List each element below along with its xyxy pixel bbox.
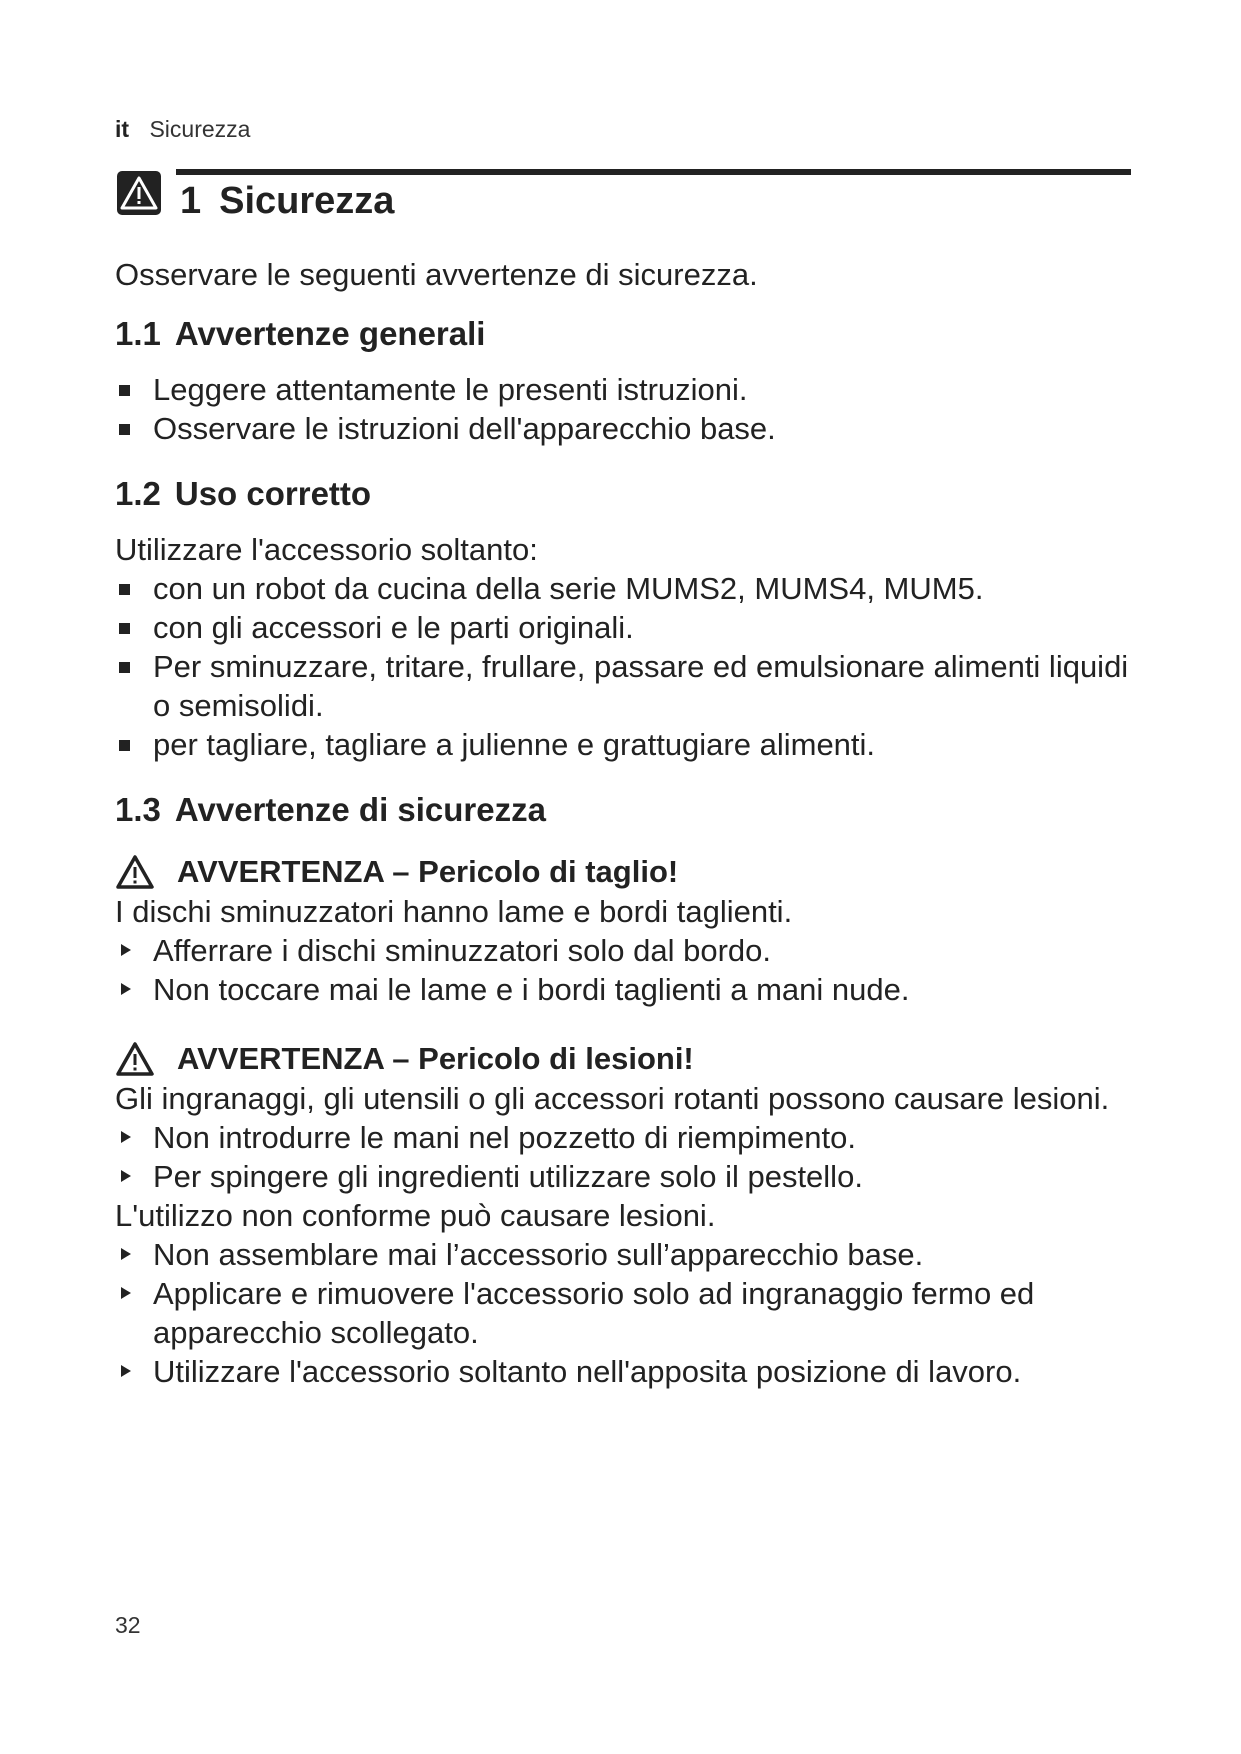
- section-heading-1-1: [115, 314, 1135, 354]
- warning-actions: [115, 931, 1135, 1009]
- warning-icon: [116, 170, 162, 216]
- warning-actions-2: [115, 1235, 1135, 1391]
- list-item: Leggere attentamente le presenti istruzioni.: [115, 370, 1135, 409]
- action-item: Non toccare mai le lame e i bordi taglienti a mani nude.: [115, 970, 1135, 1009]
- section-title: Avvertenze di sicurezza: [174, 791, 546, 828]
- action-item: Non introdurre le mani nel pozzetto di riempimento.: [115, 1118, 1135, 1157]
- warning-text: Gli ingranaggi, gli utensili o gli accessori rotanti possono causare lesioni.: [115, 1081, 1110, 1116]
- warning-text-2: L'utilizzo non conforme può causare lesioni.: [115, 1198, 716, 1233]
- list-item: Per sminuzzare, tritare, frullare, passare ed emulsionare alimenti liquidi o semisolidi.: [115, 647, 1135, 725]
- running-header: [115, 116, 250, 143]
- action-item: Applicare e rimuovere l'accessorio solo ad ingranaggio fermo ed apparecchio scollegato.: [115, 1274, 1135, 1352]
- section-heading-1-3: [115, 790, 1135, 830]
- proper-use-list: [115, 569, 1135, 764]
- action-item: Per spingere gli ingredienti utilizzare solo il pestello.: [115, 1157, 1135, 1196]
- warning-title: [115, 852, 1135, 892]
- warning-triangle-icon: [115, 1041, 155, 1077]
- chapter-number: 1: [180, 180, 202, 222]
- proper-use-lead: Utilizzare l'accessorio soltanto:: [115, 532, 538, 567]
- action-item: Utilizzare l'accessorio soltanto nell'apposita posizione di lavoro.: [115, 1352, 1135, 1391]
- list-item: per tagliare, tagliare a julienne e grattugiare alimenti.: [115, 725, 1135, 764]
- header-section: Sicurezza: [149, 116, 251, 142]
- section-number: 1.3: [115, 791, 161, 828]
- warning-triangle-icon: [115, 854, 155, 890]
- action-item: Afferrare i dischi sminuzzatori solo dal bordo.: [115, 931, 1135, 970]
- list-item: con gli accessori e le parti originali.: [115, 608, 1135, 647]
- warning-title-text: AVVERTENZA – Pericolo di taglio!: [177, 854, 679, 889]
- page-number: 32: [115, 1612, 141, 1638]
- list-item: Osservare le istruzioni dell'apparecchio base.: [115, 409, 1135, 448]
- section-number: 1.1: [115, 315, 161, 352]
- section-number: 1.2: [115, 475, 161, 512]
- chapter-title: [180, 180, 394, 223]
- intro-text: Osservare le seguenti avvertenze di sicurezza.: [115, 257, 758, 292]
- warning-injury: [115, 1039, 1135, 1391]
- section-title: Avvertenze generali: [174, 315, 486, 352]
- general-warnings-list: [115, 370, 1135, 448]
- warning-title: [115, 1039, 1135, 1079]
- action-item: Non assemblare mai l’accessorio sull’apparecchio base.: [115, 1235, 1135, 1274]
- list-item: con un robot da cucina della serie MUMS2, MUMS4, MUM5.: [115, 569, 1135, 608]
- warning-cut: [115, 852, 1135, 1009]
- warning-title-text: AVVERTENZA – Pericolo di lesioni!: [177, 1041, 694, 1076]
- section-title: Uso corretto: [174, 475, 372, 512]
- language-code: it: [115, 116, 130, 142]
- content: [115, 255, 1135, 1391]
- warning-actions: [115, 1118, 1135, 1196]
- section-heading-1-2: [115, 474, 1135, 514]
- chapter-title-text: Sicurezza: [219, 180, 395, 222]
- warning-text: I dischi sminuzzatori hanno lame e bordi taglienti.: [115, 894, 793, 929]
- title-rule: [176, 169, 1131, 175]
